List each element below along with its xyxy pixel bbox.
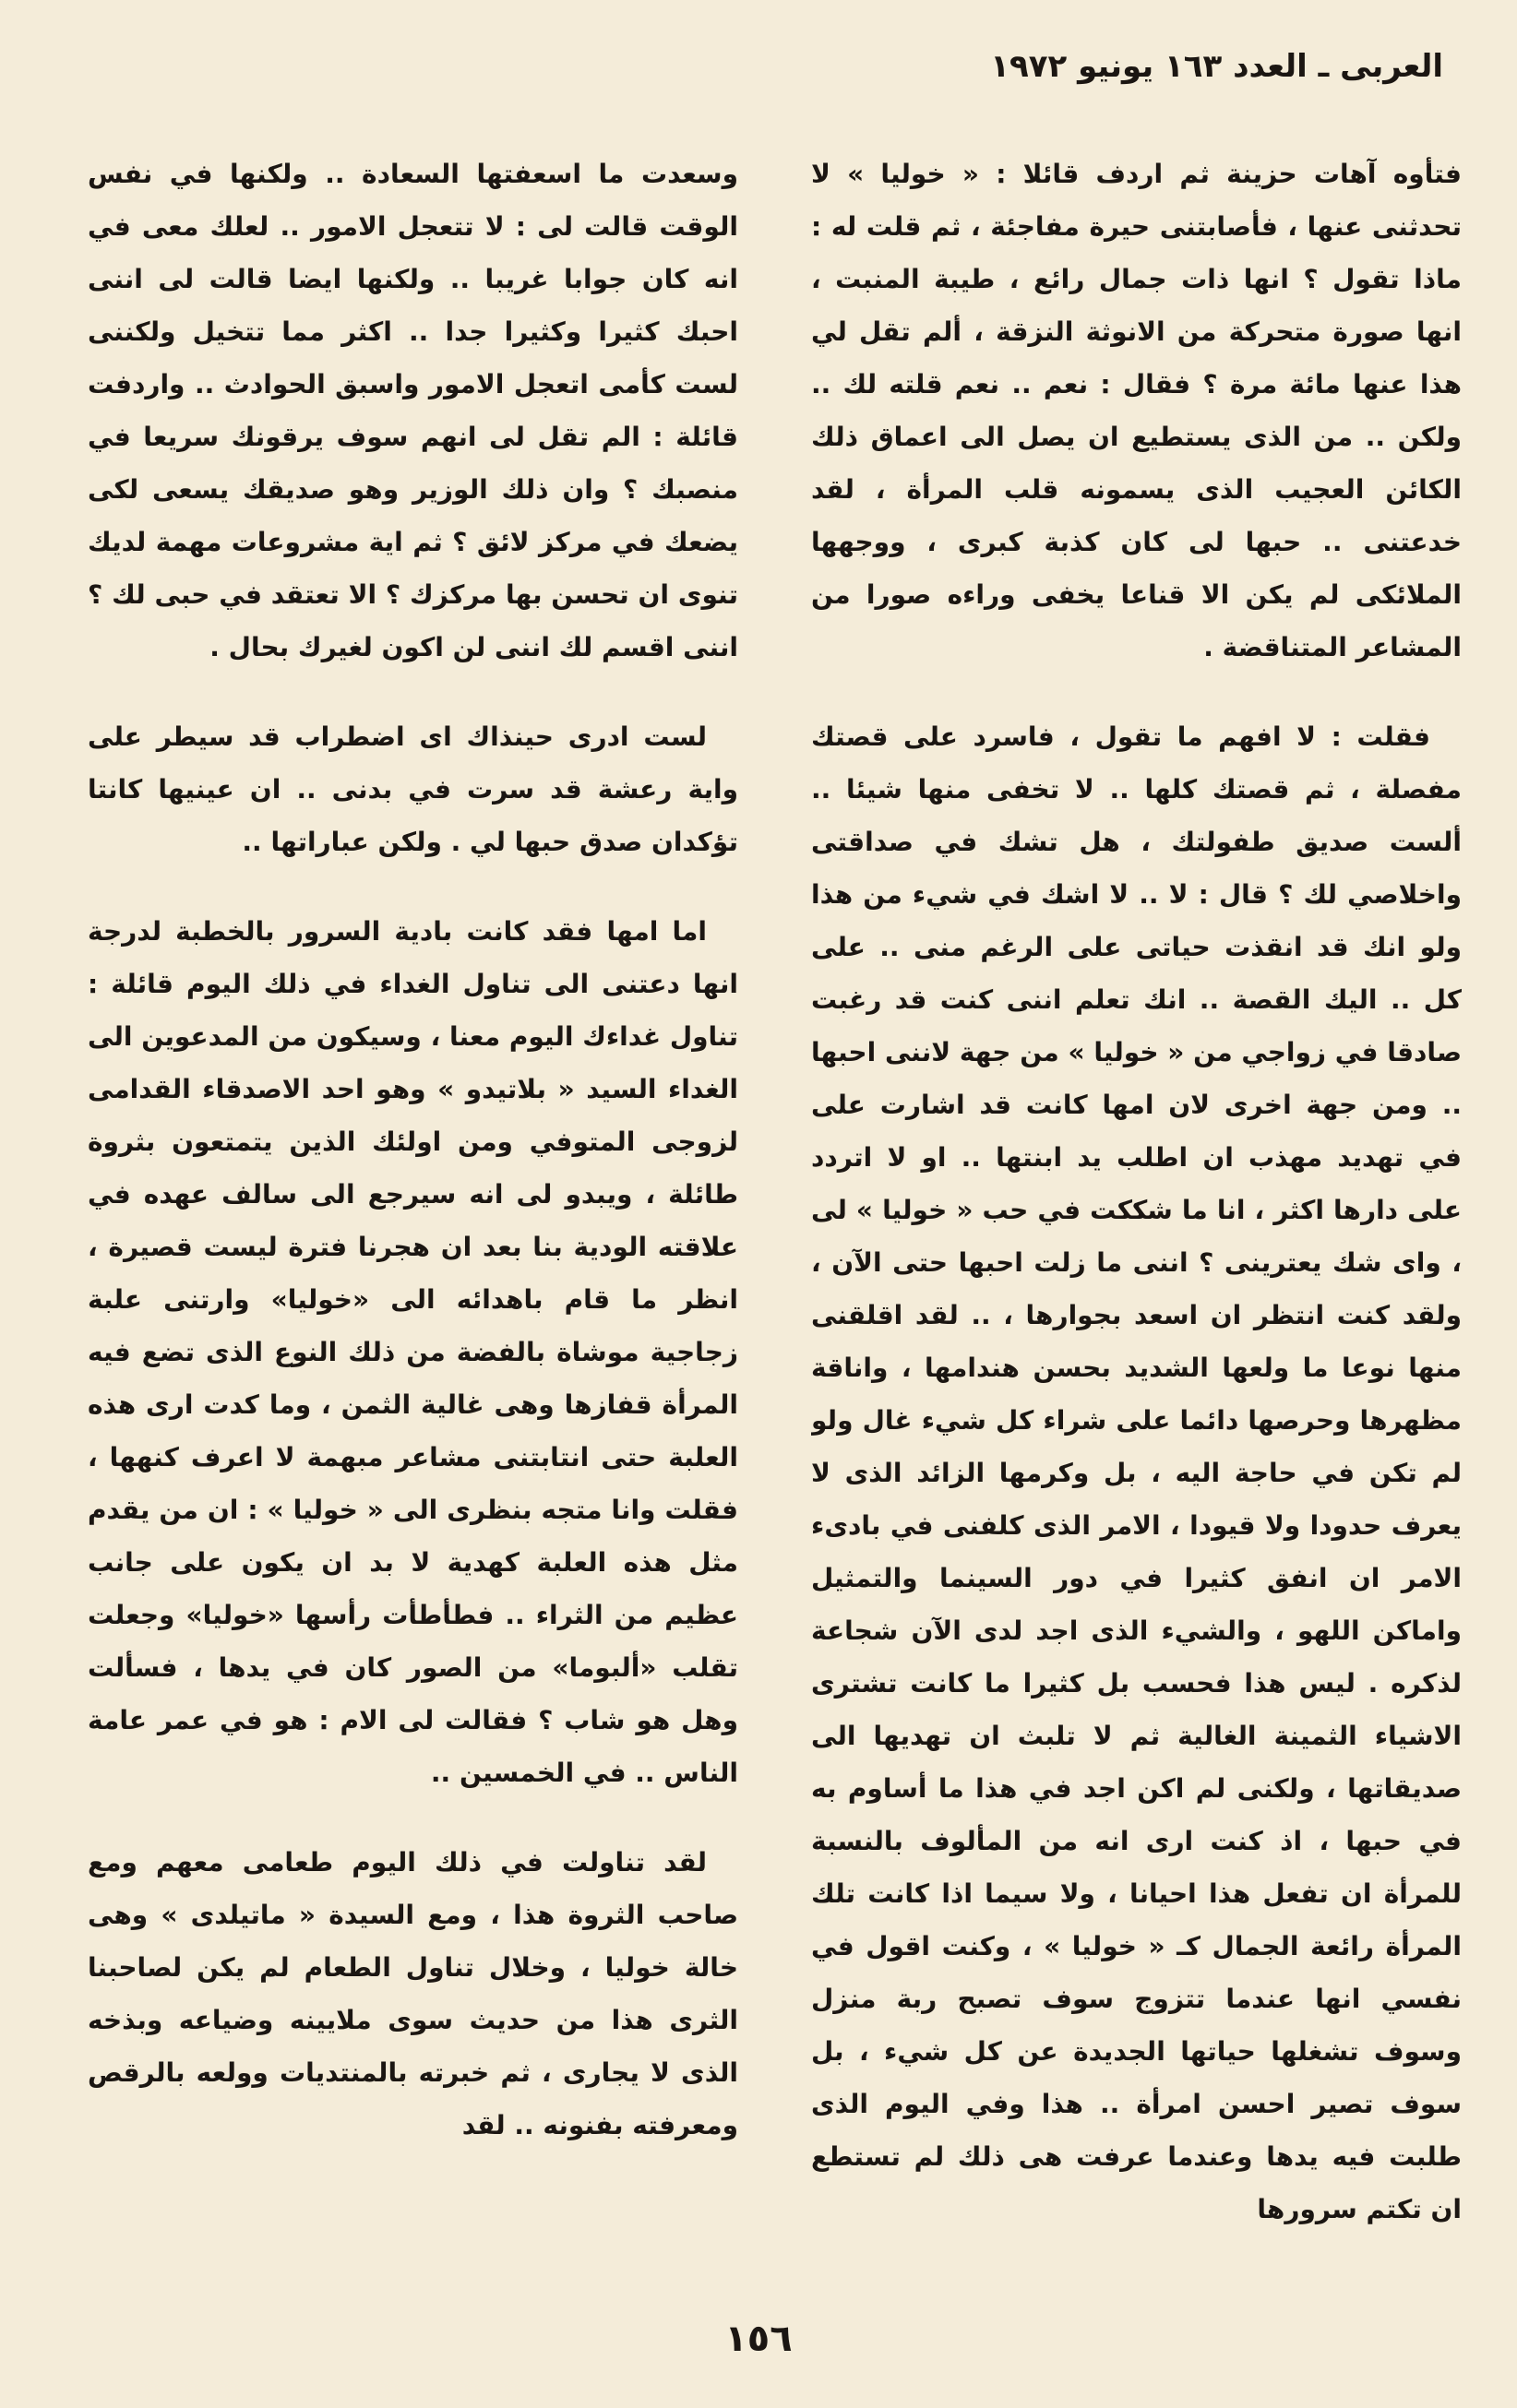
paragraph: اما امها فقد كانت بادية السرور بالخطبة لدرجة انها دعتنى الى تناول الغداء في ذلك اليوم قائلة : تناول غداءك اليوم معنا ، وسيكون من المدعوين الى الغداء السيد « بلاتيدو » وهو احد الاصدقاء القدامى لزوجى المتوفي ومن اولئك الذين يتمتعون بثروة طائلة ، ويبدو لى انه سيرجع الى سالف عهده في علاقته الودية بنا بعد ان هجرنا فترة ليست قصيرة ، انظر ما قام باهدائه الى «خوليا» وارتنى علبة زجاجية موشاة بالفضة من ذلك النوع الذى تضع فيه المرأة قفازها وهى غالية الثمن ، وما كدت ارى هذه العلبة حتى انتابتنى مشاعر مبهمة لا اعرف كنهها ، فقلت وانا متجه بنظرى الى « خوليا » : ان من يقدم مثل هذه العلبة كهدية لا بد ان يكون على جانب عظيم من الثراء .. فطأطأت رأسها «خوليا» وجعلت تقلب «ألبوما» من الصور كان في يدها ، فسألت وهل هو شاب ؟ فقالت لى الام : هو في عمر عامة الناس .. في الخمسين .. — [88, 916, 738, 1788]
paragraph: وسعدت ما اسعفتها السعادة .. ولكنها في نفس الوقت قالت لى : لا تتعجل الامور .. لعلك معى في انه كان جوابا غريبا .. ولكنها ايضا قالت لى اننى احبك كثيرا وكثيرا جدا .. اكثر مما تتخيل ولكننى لست كأمى اتعجل الامور واسبق الحوادث .. واردفت قائلة : الم تقل لى انهم سوف يرقونك سريعا في منصبك ؟ وان ذلك الوزير وهو صديقك يسعى لكى يضعك في مركز لائق ؟ ثم اية مشروعات مهمة لديك تنوى ان تحسن بها مركزك ؟ الا تعتقد في حبى لك ؟ اننى اقسم لك اننى لن اكون لغيرك بحال . — [88, 159, 738, 662]
right-column — [811, 148, 1462, 2288]
paragraph: فقلت : لا افهم ما تقول ، فاسرد على قصتك مفصلة ، ثم قصتك كلها .. لا تخفى منها شيئا .. ألست صديق طفولتك ، هل تشك في صداقتى واخلاصي لك ؟ قال : لا .. لا اشك في شيء من هذا ولو انك قد انقذت حياتى على الرغم منى .. على كل .. اليك القصة .. انك تعلم اننى كنت قد رغبت صادقا في زواجي من « خوليا » من جهة لاننى احبها .. ومن جهة اخرى لان امها كانت قد اشارت على في تهديد مهذب ان اطلب يد ابنتها .. او لا اتردد على دارها اكثر ، انا ما شككت في حب « خوليا » لى ، واى شك يعترينى ؟ اننى ما زلت احبها حتى الآن ، ولقد كنت انتظر ان اسعد بجوارها ، .. لقد اقلقنى منها نوعا ما ولعها الشديد بحسن هندامها ، واناقة مظهرها وحرصها دائما على شراء كل شيء غال ولو لم تكن في حاجة اليه ، بل وكرمها الزائد الذى لا يعرف حدودا ولا قيودا ، الامر الذى كلفنى في بادىء الامر ان انفق كثيرا في دور السينما والتمثيل واماكن اللهو ، والشيء الذى اجد لدى الآن شجاعة لذكره . ليس هذا فحسب بل كثيرا ما كانت تشترى الاشياء الثمينة الغالية ثم لا تلبث ان تهديها الى صديقاتها ، ولكنى لم اكن اجد في هذا ما أساوم به في حبها ، اذ كنت ارى انه من المألوف بالنسبة للمرأة ان تفعل هذا احيانا ، ولا سيما اذا كانت تلك المرأة رائعة الجمال كـ « خوليا » ، وكنت اقول في نفسي انها عندما تتزوج سوف تصبح ربة منزل وسوف تشغلها حياتها الجديدة عن كل شيء ، بل سوف تصير احسن امرأة .. هذا وفي اليوم الذى طلبت فيه يدها وعندما عرفت هى ذلك لم تستطع ان تكتم سرورها — [811, 721, 1462, 2224]
paragraph: لقد تناولت في ذلك اليوم طعامى معهم ومع صاحب الثروة هذا ، ومع السيدة « ماتيلدى » وهى خالة خوليا ، وخلال تناول الطعام لم يكن لصاحبنا الثرى هذا من حديث سوى ملايينه وضياعه وبذخه الذى لا يجارى ، ثم خبرته بالمنتديات وولعه بالرقص ومعرفته بفنونه .. لقد — [88, 1847, 738, 2140]
paragraph: فتأوه آهات حزينة ثم اردف قائلا : « خوليا » لا تحدثنى عنها ، فأصابتنى حيرة مفاجئة ، ثم قلت له : ماذا تقول ؟ انها ذات جمال رائع ، طيبة المنبت ، انها صورة متحركة من الانوثة النزقة ، ألم تقل لي هذا عنها مائة مرة ؟ فقال : نعم .. نعم قلته لك .. ولكن .. من الذى يستطيع ان يصل الى اعماق ذلك الكائن العجيب الذى يسمونه قلب المرأة ، لقد خدعتنى .. حبها لى كان كذبة كبرى ، ووجهها الملائكى لم يكن الا قناعا يخفى وراءه صورا من المشاعر المتناقضة . — [811, 159, 1462, 662]
page-number: ١٥٦ — [724, 2318, 793, 2360]
left-column — [88, 148, 738, 2288]
running-head: العربى ـ العدد ١٦٣ يونيو ١٩٧٢ — [990, 48, 1443, 85]
paragraph: لست ادرى حينذاك اى اضطراب قد سيطر على واية رعشة قد سرت في بدنى .. ان عينيها كانتا تؤكدان صدق حبها لي . ولكن عباراتها .. — [88, 721, 738, 857]
